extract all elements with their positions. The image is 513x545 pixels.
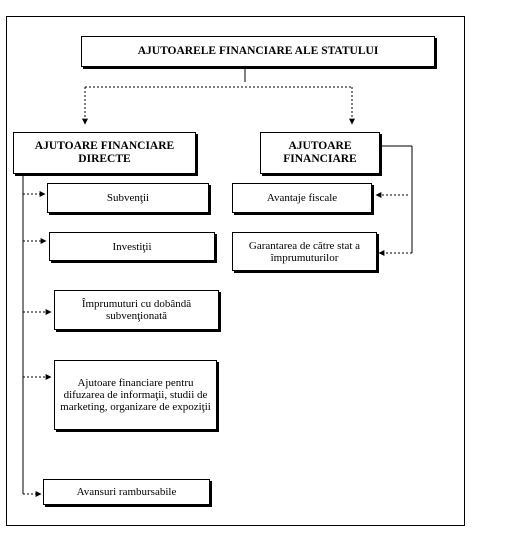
indirect-heading-box	[260, 132, 380, 174]
garantarea-box	[232, 232, 377, 271]
indirect-heading-text: AJUTOARE FINANCIARE	[283, 140, 357, 165]
direct-heading-box	[13, 132, 196, 174]
avantaje-text: Avantaje fiscale	[266, 192, 338, 204]
title-text: AJUTOARELE FINANCIARE ALE STATULUI	[137, 45, 379, 57]
informatii-box	[54, 360, 217, 430]
subventii-box	[47, 183, 209, 213]
subventii-text: Subvenţii	[106, 192, 150, 204]
investitii-text: Investiţii	[112, 240, 152, 253]
imprumuturi-box	[54, 290, 219, 330]
garantarea-text: Garantarea de către stat a împrumuturilor	[248, 239, 361, 264]
avansuri-box	[43, 479, 210, 505]
avantaje-box	[232, 183, 372, 213]
informatii-text: Ajutoare financiare pentru difuzarea de informaţii, studii de marketing, organizare de expoziţii	[60, 377, 211, 413]
avansuri-text: Avansuri rambursabile	[76, 486, 177, 498]
imprumuturi-text: Împrumuturi cu dobândă subvenţionată	[81, 298, 192, 322]
title-box	[81, 36, 435, 67]
direct-heading-text: AJUTOARE FINANCIARE DIRECTE	[34, 140, 175, 165]
investitii-box	[49, 232, 215, 261]
